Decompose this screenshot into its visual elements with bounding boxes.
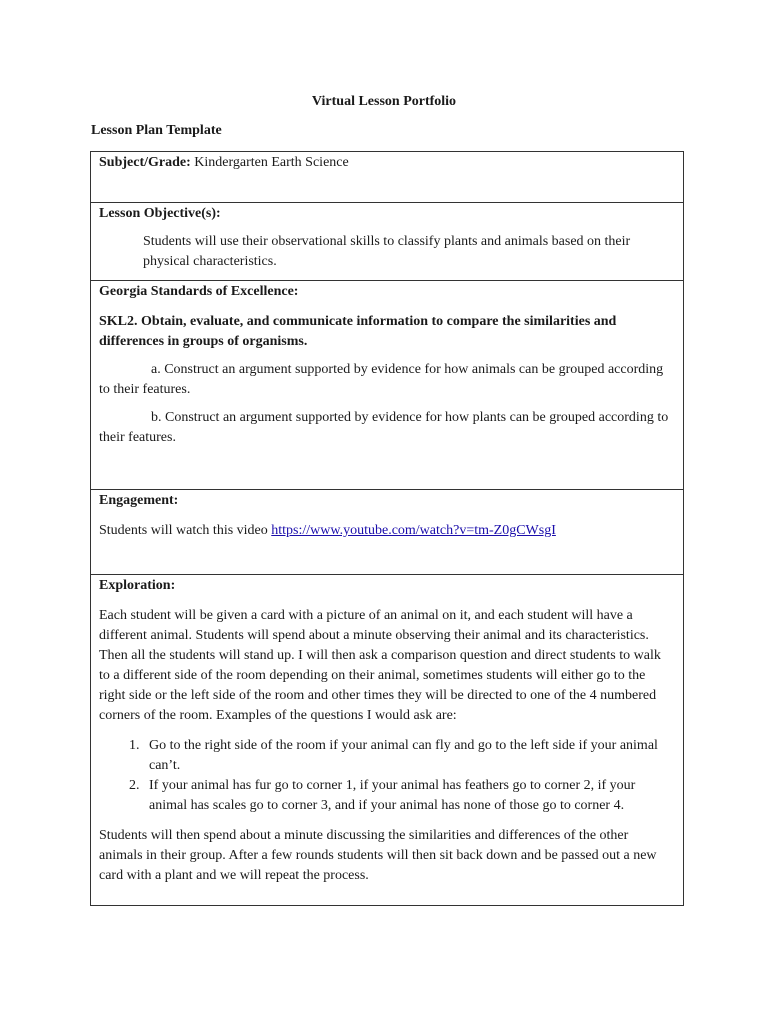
standard-skl2: SKL2. Obtain, evaluate, and communicate information to compare the similarities and differences in groups of organisms. — [99, 314, 617, 349]
document-subtitle: Lesson Plan Template — [91, 123, 222, 138]
lesson-objective-text: Students will use their observational skills to classify plants and animals based on their physical characteristics. — [143, 234, 631, 269]
engagement-row — [91, 490, 683, 575]
standards-row — [91, 281, 683, 490]
document-title: Virtual Lesson Portfolio — [311, 94, 457, 109]
standard-item-b: b. Construct an argument supported by evidence for how plants can be grouped according to their features. — [99, 410, 669, 445]
subject-grade-value: Kindergarten Earth Science — [194, 155, 349, 170]
standards-label: Georgia Standards of Excellence: — [99, 284, 299, 299]
question-list — [99, 736, 675, 816]
list-item: 2. If your animal has fur go to corner 1, if your animal has feathers go to corner 2, if your animal has scales go to corner 3, and if your animal has none of those go to corner 4. — [143, 776, 675, 816]
engagement-label: Engagement: — [99, 493, 179, 508]
video-link[interactable]: https://www.youtube.com/watch?v=tm-Z0gCWsgI — [271, 523, 556, 538]
exploration-label: Exploration: — [99, 578, 176, 593]
lesson-objective-label: Lesson Objective(s): — [99, 206, 221, 221]
subject-grade-row — [91, 152, 683, 203]
engagement-sentence: Students will watch this video — [99, 523, 272, 538]
exploration-closing: Students will then spend about a minute discussing the similarities and differences of the other animals in their group. After a few rounds students will then sit back down and be passed out a new card with a plant and we will repeat the process. — [99, 828, 657, 883]
engagement-text — [99, 521, 675, 541]
lesson-objective-row — [91, 203, 683, 281]
exploration-row — [91, 575, 683, 905]
list-item: 1. Go to the right side of the room if your animal can fly and go to the left side if your animal can’t. — [143, 736, 675, 776]
standard-item-a: a. Construct an argument supported by evidence for how animals can be grouped according to their features. — [99, 362, 664, 397]
exploration-intro: Each student will be given a card with a picture of an animal on it, and each student will have a different animal. Students will spend about a minute observing their animal and its characteristics. Then all the students will stand up. I will then ask a comparison question and direct students to walk to a different side of the room depending on their animal, sometimes students will either go to the right side or the left side of the room and other times they will be directed to one of the 4 numbered corners of the room. Examples of the questions I would ask are: — [99, 608, 661, 723]
subject-grade-label: Subject/Grade: — [99, 155, 191, 170]
lesson-plan-table — [90, 151, 684, 906]
